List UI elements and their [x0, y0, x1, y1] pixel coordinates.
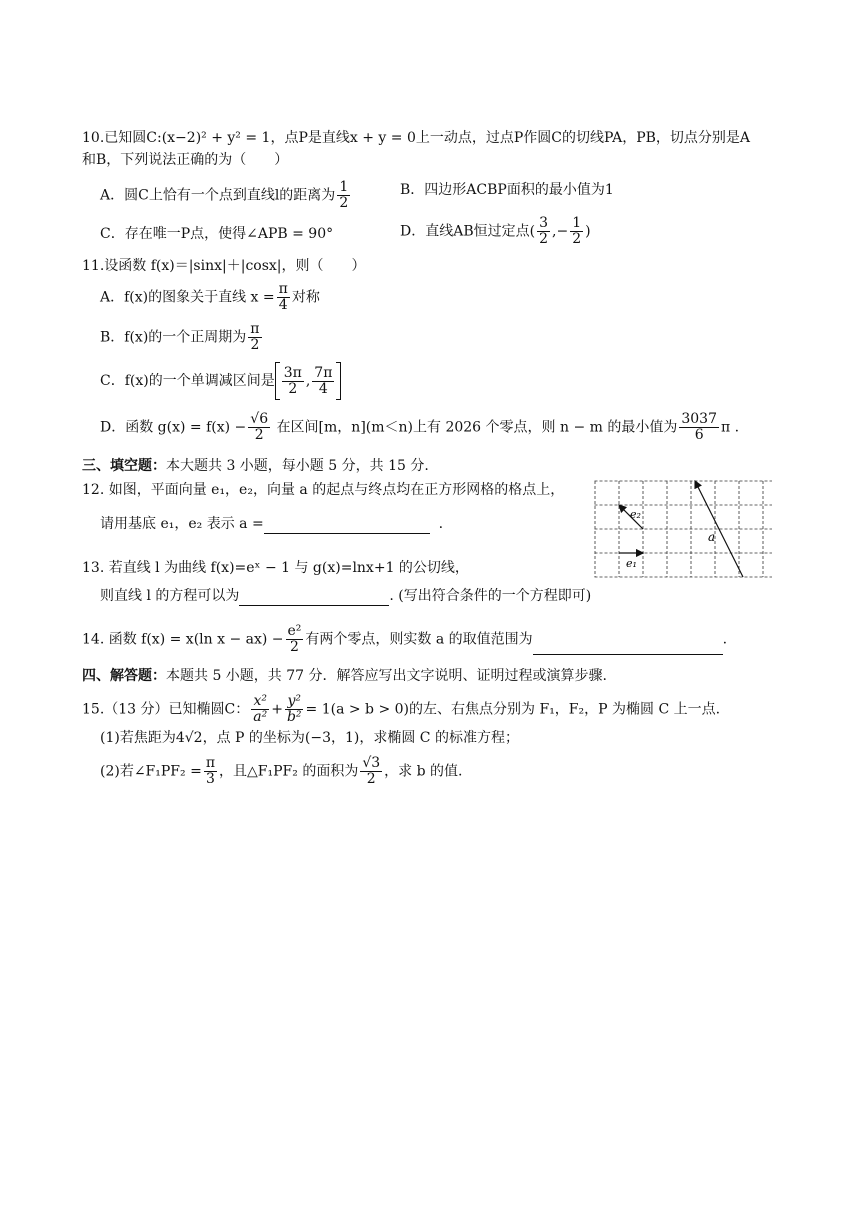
q13-line1: 13. 若直线 l 为曲线 f(x)=eˣ − 1 与 g(x)=lnx+1 的公切线，	[82, 560, 469, 576]
q11-option-a: A．f(x)的图象关于直线 x = $\frac{\pi}{4}$ 对称	[100, 281, 320, 313]
label-e2: e₂	[630, 508, 641, 521]
section-4-heading: 四、解答题：本题共 5 小题，共 77 分．解答应写出文字说明、证明过程或演算步骤.	[82, 668, 607, 684]
section-3-heading: 三、填空题：本大题共 3 小题，每小题 5 分，共 15 分.	[82, 458, 429, 474]
q15-line1: 15.（13 分）已知椭圆C： $\frac{\text{x²}}{\text{a²}}$ + $\frac{\text{y²}}{\text{b²}}$ = 1(a > b > 0)的左、右焦点分别为 F₁，F₂，P 为椭圆 C 上一点.	[82, 693, 721, 725]
q12-line1: 12. 如图，平面向量 e₁，e₂，向量 a 的起点与终点均在正方形网格的格点上，	[82, 482, 565, 498]
vector-grid-figure	[594, 480, 774, 580]
q10-option-d: D．直线AB恒过定点( $\frac{3}{2}$ ,− $\frac{1}{2}$ )	[400, 215, 591, 247]
q10-option-c: C．存在唯一P点，使得∠APB = 90°	[100, 226, 334, 242]
q11-option-c: C．f(x)的一个单调减区间是 $\frac{3\pi}{2}$ , $\frac{7\pi}{4}$	[100, 362, 341, 400]
label-a: a	[708, 530, 716, 544]
q12-line2: 请用基底 e₁，e₂ 表示 a = .	[100, 516, 444, 532]
fraction: $\frac{1}{2}$	[339, 179, 349, 211]
q10-option-a: A．圆C上恰有一个点到直线l的距离为 $\frac{1}{2}$	[100, 179, 349, 211]
q15-part1: (1)若焦距为4√2，点 P 的坐标为(−3，1)，求椭圆 C 的标准方程；	[100, 730, 519, 746]
q14-line: 14. 函数 f(x) = x(ln x − ax) − $\frac{\text{e²}}{2}$ 有两个零点，则实数 a 的取值范围为 .	[82, 623, 728, 655]
q10-option-b: B．四边形ACBP面积的最小值为1	[400, 182, 614, 198]
q12-answer-blank[interactable]	[264, 517, 430, 534]
q13-line2: 则直线 l 的方程可以为 . (写出符合条件的一个方程即可)	[100, 588, 592, 604]
label-e1: e₁	[626, 557, 637, 570]
q15-part2: (2)若∠F₁PF₂ = $\frac{\pi}{3}$ ，且△F₁PF₂ 的面积为 $\frac{√3}{2}$ ，求 b 的值.	[100, 755, 463, 787]
q13-answer-blank[interactable]	[239, 589, 389, 606]
q11-option-d: D．函数 g(x) = f(x) − $\frac{√6}{2}$ 在区间[m，n](m＜n)上有 2026 个零点，则 n − m 的最小值为 $\frac{3037}{6}$ π .	[100, 411, 740, 443]
q10-stem-line2: 和B，下列说法正确的为（ ）	[82, 152, 289, 168]
q14-answer-blank[interactable]	[533, 638, 723, 655]
q11-option-b: B．f(x)的一个正周期为 $\frac{\pi}{2}$	[100, 321, 260, 353]
q11-stem: 11.设函数 f(x)＝|sinx|＋|cosx|，则（ ）	[82, 258, 366, 274]
q10-stem-line1: 10.已知圆C:(x−2)² + y² = 1，点P是直线x + y = 0上一动点，过点P作圆C的切线PA，PB，切点分别是A	[82, 130, 751, 146]
